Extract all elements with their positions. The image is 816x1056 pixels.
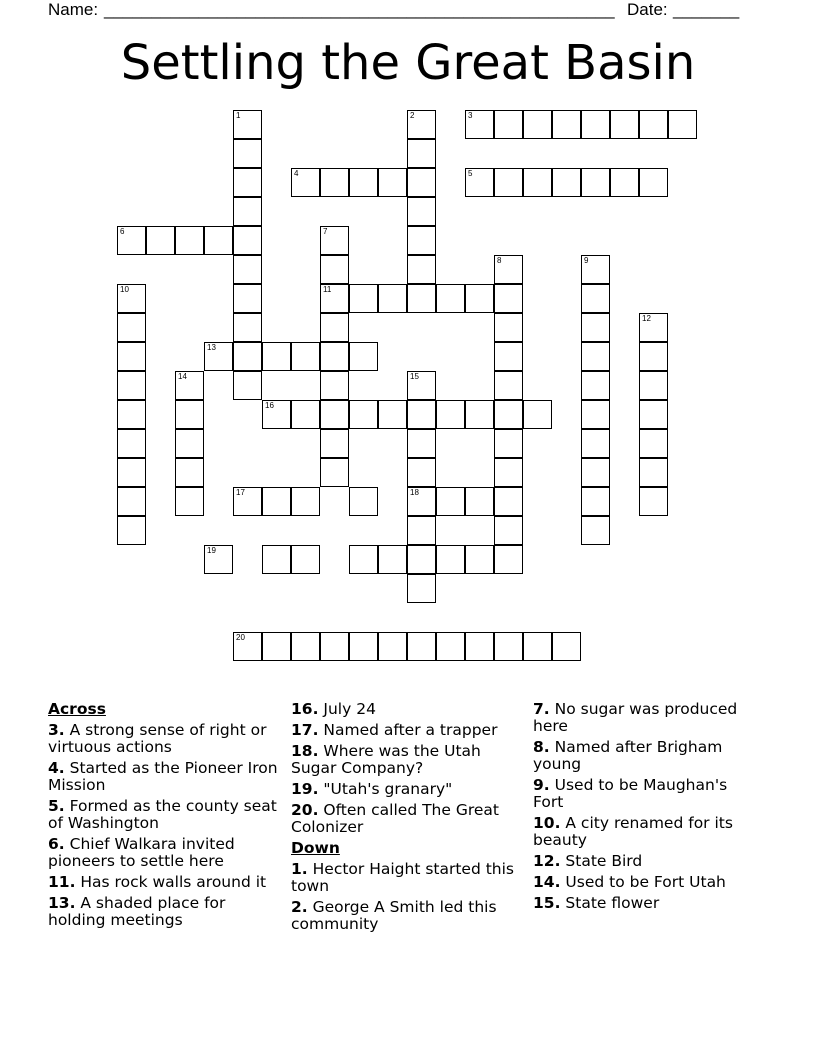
clue-text: A strong sense of right or virtuous actions	[48, 721, 267, 756]
crossword-cell[interactable]	[175, 400, 204, 429]
clue-number-label: 11	[323, 285, 332, 294]
crossword-cell[interactable]	[523, 110, 552, 139]
clue-number: 14.	[533, 873, 561, 891]
crossword-cell[interactable]	[494, 400, 523, 429]
crossword-cell[interactable]	[233, 255, 262, 284]
crossword-cell[interactable]	[639, 371, 668, 400]
crossword-cell[interactable]	[436, 284, 465, 313]
crossword-cell[interactable]	[262, 487, 291, 516]
clue-down-2	[291, 899, 516, 933]
crossword-cell[interactable]	[581, 429, 610, 458]
crossword-cell[interactable]	[581, 371, 610, 400]
crossword-cell[interactable]	[146, 226, 175, 255]
crossword-cell[interactable]	[639, 342, 668, 371]
clue-text: No sugar was produced here	[533, 700, 738, 735]
crossword-cell[interactable]	[262, 400, 291, 429]
crossword-cell[interactable]	[436, 632, 465, 661]
crossword-cell[interactable]	[349, 284, 378, 313]
crossword-cell[interactable]	[639, 487, 668, 516]
clue-across-16	[291, 701, 516, 718]
clue-number: 9.	[533, 776, 550, 794]
crossword-cell[interactable]	[494, 429, 523, 458]
clue-number-label: 4	[294, 169, 299, 178]
crossword-cell[interactable]	[320, 255, 349, 284]
crossword-cell[interactable]	[552, 110, 581, 139]
clue-number-label: 5	[468, 169, 473, 178]
crossword-cell[interactable]	[233, 313, 262, 342]
crossword-cell[interactable]	[407, 139, 436, 168]
crossword-cell[interactable]	[320, 284, 349, 313]
date-field[interactable]: _______	[673, 0, 740, 19]
clue-number: 10.	[533, 814, 561, 832]
crossword-cell[interactable]	[117, 226, 146, 255]
crossword-cell[interactable]	[523, 400, 552, 429]
crossword-cell[interactable]	[639, 429, 668, 458]
clue-number: 12.	[533, 852, 561, 870]
crossword-cell[interactable]	[233, 632, 262, 661]
crossword-cell[interactable]	[291, 487, 320, 516]
clue-number: 17.	[291, 721, 319, 739]
crossword-cell[interactable]	[407, 168, 436, 197]
crossword-cell[interactable]	[465, 400, 494, 429]
crossword-cell[interactable]	[233, 371, 262, 400]
crossword-cell[interactable]	[494, 110, 523, 139]
page-title: Settling the Great Basin	[120, 35, 696, 91]
clue-down-15	[533, 895, 759, 912]
clue-across-6	[48, 836, 280, 870]
crossword-cell[interactable]	[494, 313, 523, 342]
clue-text: July 24	[323, 700, 376, 718]
clue-number-label: 12	[642, 314, 651, 323]
crossword-cell[interactable]	[407, 255, 436, 284]
crossword-cell[interactable]	[407, 429, 436, 458]
clue-text: Chief Walkara invited pioneers to settle here	[48, 835, 235, 870]
clue-number-label: 2	[410, 111, 415, 120]
clues-column-2	[291, 701, 516, 937]
crossword-cell[interactable]	[349, 487, 378, 516]
clue-text: Often called The Great Colonizer	[291, 801, 499, 836]
crossword-cell[interactable]	[465, 168, 494, 197]
crossword-cell[interactable]	[320, 458, 349, 487]
clue-text: A shaded place for holding meetings	[48, 894, 226, 929]
crossword-cell[interactable]	[639, 458, 668, 487]
crossword-cell[interactable]	[581, 284, 610, 313]
clue-across-3	[48, 722, 280, 756]
crossword-cell[interactable]	[407, 545, 436, 574]
crossword-cell[interactable]	[320, 400, 349, 429]
clue-number-label: 19	[207, 546, 216, 555]
crossword-cell[interactable]	[407, 458, 436, 487]
clue-text: A city renamed for its beauty	[533, 814, 733, 849]
name-label: Name:	[48, 0, 99, 19]
date-label: Date:	[627, 0, 668, 19]
crossword-cell[interactable]	[552, 168, 581, 197]
crossword-cell[interactable]	[465, 110, 494, 139]
crossword-cell[interactable]	[262, 545, 291, 574]
crossword-cell[interactable]	[465, 545, 494, 574]
crossword-cell[interactable]	[320, 226, 349, 255]
clue-text: Named after a trapper	[323, 721, 498, 739]
clue-text: Hector Haight started this town	[291, 860, 515, 895]
crossword-cell[interactable]	[291, 400, 320, 429]
crossword-cell[interactable]	[581, 313, 610, 342]
crossword-cell[interactable]	[204, 545, 233, 574]
crossword-cell[interactable]	[233, 139, 262, 168]
clue-number: 8.	[533, 738, 550, 756]
crossword-cell[interactable]	[204, 226, 233, 255]
clue-number-label: 18	[410, 488, 419, 497]
crossword-cell[interactable]	[407, 516, 436, 545]
crossword-cell[interactable]	[291, 545, 320, 574]
crossword-cell[interactable]	[407, 226, 436, 255]
crossword-cell[interactable]	[407, 574, 436, 603]
crossword-cell[interactable]	[378, 632, 407, 661]
crossword-cell[interactable]	[233, 168, 262, 197]
crossword-cell[interactable]	[610, 110, 639, 139]
crossword-cell[interactable]	[233, 487, 262, 516]
clues-column-3	[533, 701, 759, 916]
clue-number: 5.	[48, 797, 65, 815]
crossword-cell[interactable]	[117, 516, 146, 545]
clue-number-label: 9	[584, 256, 589, 265]
clue-number-label: 7	[323, 227, 328, 236]
crossword-cell[interactable]	[233, 197, 262, 226]
clue-across-13	[48, 895, 280, 929]
crossword-cell[interactable]	[175, 429, 204, 458]
crossword-cell[interactable]	[581, 168, 610, 197]
crossword-cell[interactable]	[523, 632, 552, 661]
down-heading: Down	[291, 839, 340, 857]
crossword-cell[interactable]	[291, 168, 320, 197]
clue-text: Started as the Pioneer Iron Mission	[48, 759, 278, 794]
clue-down-7	[533, 701, 759, 735]
crossword-cell[interactable]	[407, 197, 436, 226]
crossword-cell[interactable]	[581, 516, 610, 545]
clue-down-14	[533, 874, 759, 891]
clue-number-label: 6	[120, 227, 125, 236]
clue-text: Named after Brigham young	[533, 738, 723, 773]
clue-number: 13.	[48, 894, 76, 912]
clue-number: 20.	[291, 801, 319, 819]
crossword-cell[interactable]	[610, 168, 639, 197]
clue-number-label: 3	[468, 111, 473, 120]
crossword-cell[interactable]	[117, 487, 146, 516]
crossword-cell[interactable]	[407, 110, 436, 139]
clue-down-8	[533, 739, 759, 773]
crossword-cell[interactable]	[494, 284, 523, 313]
clue-number-label: 20	[236, 633, 245, 642]
clue-across-17	[291, 722, 516, 739]
clue-number: 18.	[291, 742, 319, 760]
crossword-cell[interactable]	[378, 400, 407, 429]
clue-down-12	[533, 853, 759, 870]
clue-number: 16.	[291, 700, 319, 718]
clue-number-label: 17	[236, 488, 245, 497]
crossword-cell[interactable]	[233, 342, 262, 371]
clue-number: 6.	[48, 835, 65, 853]
crossword-cell[interactable]	[407, 371, 436, 400]
crossword-cell[interactable]	[320, 342, 349, 371]
clue-across-20	[291, 802, 516, 836]
crossword-cell[interactable]	[117, 284, 146, 313]
crossword-cell[interactable]	[407, 400, 436, 429]
clue-number: 7.	[533, 700, 550, 718]
clue-number: 15.	[533, 894, 561, 912]
crossword-cell[interactable]	[320, 168, 349, 197]
clue-down-9	[533, 777, 759, 811]
name-field[interactable]: ______________________________________________________	[104, 0, 615, 19]
clue-number: 2.	[291, 898, 308, 916]
clue-number: 19.	[291, 780, 319, 798]
crossword-cell[interactable]	[639, 400, 668, 429]
clue-number: 4.	[48, 759, 65, 777]
clue-number: 3.	[48, 721, 65, 739]
crossword-cell[interactable]	[552, 632, 581, 661]
crossword-cell[interactable]	[117, 313, 146, 342]
crossword-cell[interactable]	[320, 429, 349, 458]
crossword-cell[interactable]	[494, 458, 523, 487]
crossword-cell[interactable]	[175, 226, 204, 255]
crossword-cell[interactable]	[117, 400, 146, 429]
crossword-cell[interactable]	[117, 429, 146, 458]
crossword-cell[interactable]	[494, 168, 523, 197]
crossword-cell[interactable]	[117, 371, 146, 400]
crossword-cell[interactable]	[204, 342, 233, 371]
crossword-cell[interactable]	[581, 400, 610, 429]
crossword-cell[interactable]	[175, 487, 204, 516]
crossword-cell[interactable]	[668, 110, 697, 139]
clue-text: "Utah's granary"	[323, 780, 453, 798]
crossword-cell[interactable]	[233, 284, 262, 313]
clue-down-1	[291, 861, 516, 895]
across-heading: Across	[48, 700, 106, 718]
crossword-cell[interactable]	[117, 458, 146, 487]
crossword-cell[interactable]	[523, 168, 552, 197]
crossword-cell[interactable]	[349, 400, 378, 429]
clue-number-label: 16	[265, 401, 274, 410]
crossword-cell[interactable]	[465, 284, 494, 313]
crossword-cell[interactable]	[639, 313, 668, 342]
crossword-cell[interactable]	[175, 458, 204, 487]
clue-text: Has rock walls around it	[80, 873, 267, 891]
crossword-cell[interactable]	[349, 632, 378, 661]
clue-number: 1.	[291, 860, 308, 878]
clue-text: State flower	[565, 894, 660, 912]
crossword-cell[interactable]	[378, 545, 407, 574]
clue-across-19	[291, 781, 516, 798]
crossword-cell[interactable]	[465, 632, 494, 661]
clue-number-label: 13	[207, 343, 216, 352]
clue-across-5	[48, 798, 280, 832]
crossword-cell[interactable]	[436, 400, 465, 429]
clues-column-1	[48, 701, 280, 933]
clue-text: Formed as the county seat of Washington	[48, 797, 277, 832]
crossword-cell[interactable]	[117, 342, 146, 371]
clue-across-11	[48, 874, 280, 891]
crossword-cell[interactable]	[494, 255, 523, 284]
crossword-cell[interactable]	[494, 632, 523, 661]
clue-down-10	[533, 815, 759, 849]
crossword-cell[interactable]	[494, 516, 523, 545]
crossword-cell[interactable]	[494, 545, 523, 574]
crossword-cell[interactable]	[407, 284, 436, 313]
crossword-cell[interactable]	[494, 371, 523, 400]
crossword-cell[interactable]	[494, 487, 523, 516]
crossword-cell[interactable]	[639, 110, 668, 139]
crossword-cell[interactable]	[639, 168, 668, 197]
crossword-cell[interactable]	[436, 487, 465, 516]
crossword-cell[interactable]	[320, 371, 349, 400]
crossword-cell[interactable]	[378, 284, 407, 313]
clue-number-label: 1	[236, 111, 241, 120]
crossword-cell[interactable]	[349, 342, 378, 371]
clue-text: Used to be Maughan's Fort	[533, 776, 728, 811]
crossword-cell[interactable]	[581, 487, 610, 516]
crossword-cell[interactable]	[262, 342, 291, 371]
crossword-cell[interactable]	[581, 342, 610, 371]
crossword-cell[interactable]	[291, 632, 320, 661]
crossword-cell[interactable]	[581, 110, 610, 139]
clue-text: State Bird	[565, 852, 643, 870]
crossword-cell[interactable]	[262, 632, 291, 661]
crossword-cell[interactable]	[320, 632, 349, 661]
crossword-cell[interactable]	[233, 226, 262, 255]
crossword-cell[interactable]	[581, 458, 610, 487]
crossword-cell[interactable]	[349, 545, 378, 574]
crossword-cell[interactable]	[436, 545, 465, 574]
crossword-cell[interactable]	[175, 371, 204, 400]
crossword-cell[interactable]	[494, 342, 523, 371]
crossword-cell[interactable]	[291, 342, 320, 371]
crossword-cell[interactable]	[320, 313, 349, 342]
clue-number-label: 8	[497, 256, 502, 265]
clue-text: Used to be Fort Utah	[565, 873, 726, 891]
crossword-cell[interactable]	[581, 255, 610, 284]
crossword-cell[interactable]	[378, 168, 407, 197]
clue-number: 11.	[48, 873, 76, 891]
crossword-cell[interactable]	[233, 110, 262, 139]
clue-number-label: 10	[120, 285, 129, 294]
crossword-cell[interactable]	[407, 487, 436, 516]
clue-text: George A Smith led this community	[291, 898, 497, 933]
clue-number-label: 14	[178, 372, 187, 381]
crossword-cell[interactable]	[465, 487, 494, 516]
clue-number-label: 15	[410, 372, 419, 381]
clue-across-4	[48, 760, 280, 794]
clue-text: Where was the Utah Sugar Company?	[291, 742, 481, 777]
crossword-cell[interactable]	[407, 632, 436, 661]
crossword-cell[interactable]	[349, 168, 378, 197]
clue-across-18	[291, 743, 516, 777]
